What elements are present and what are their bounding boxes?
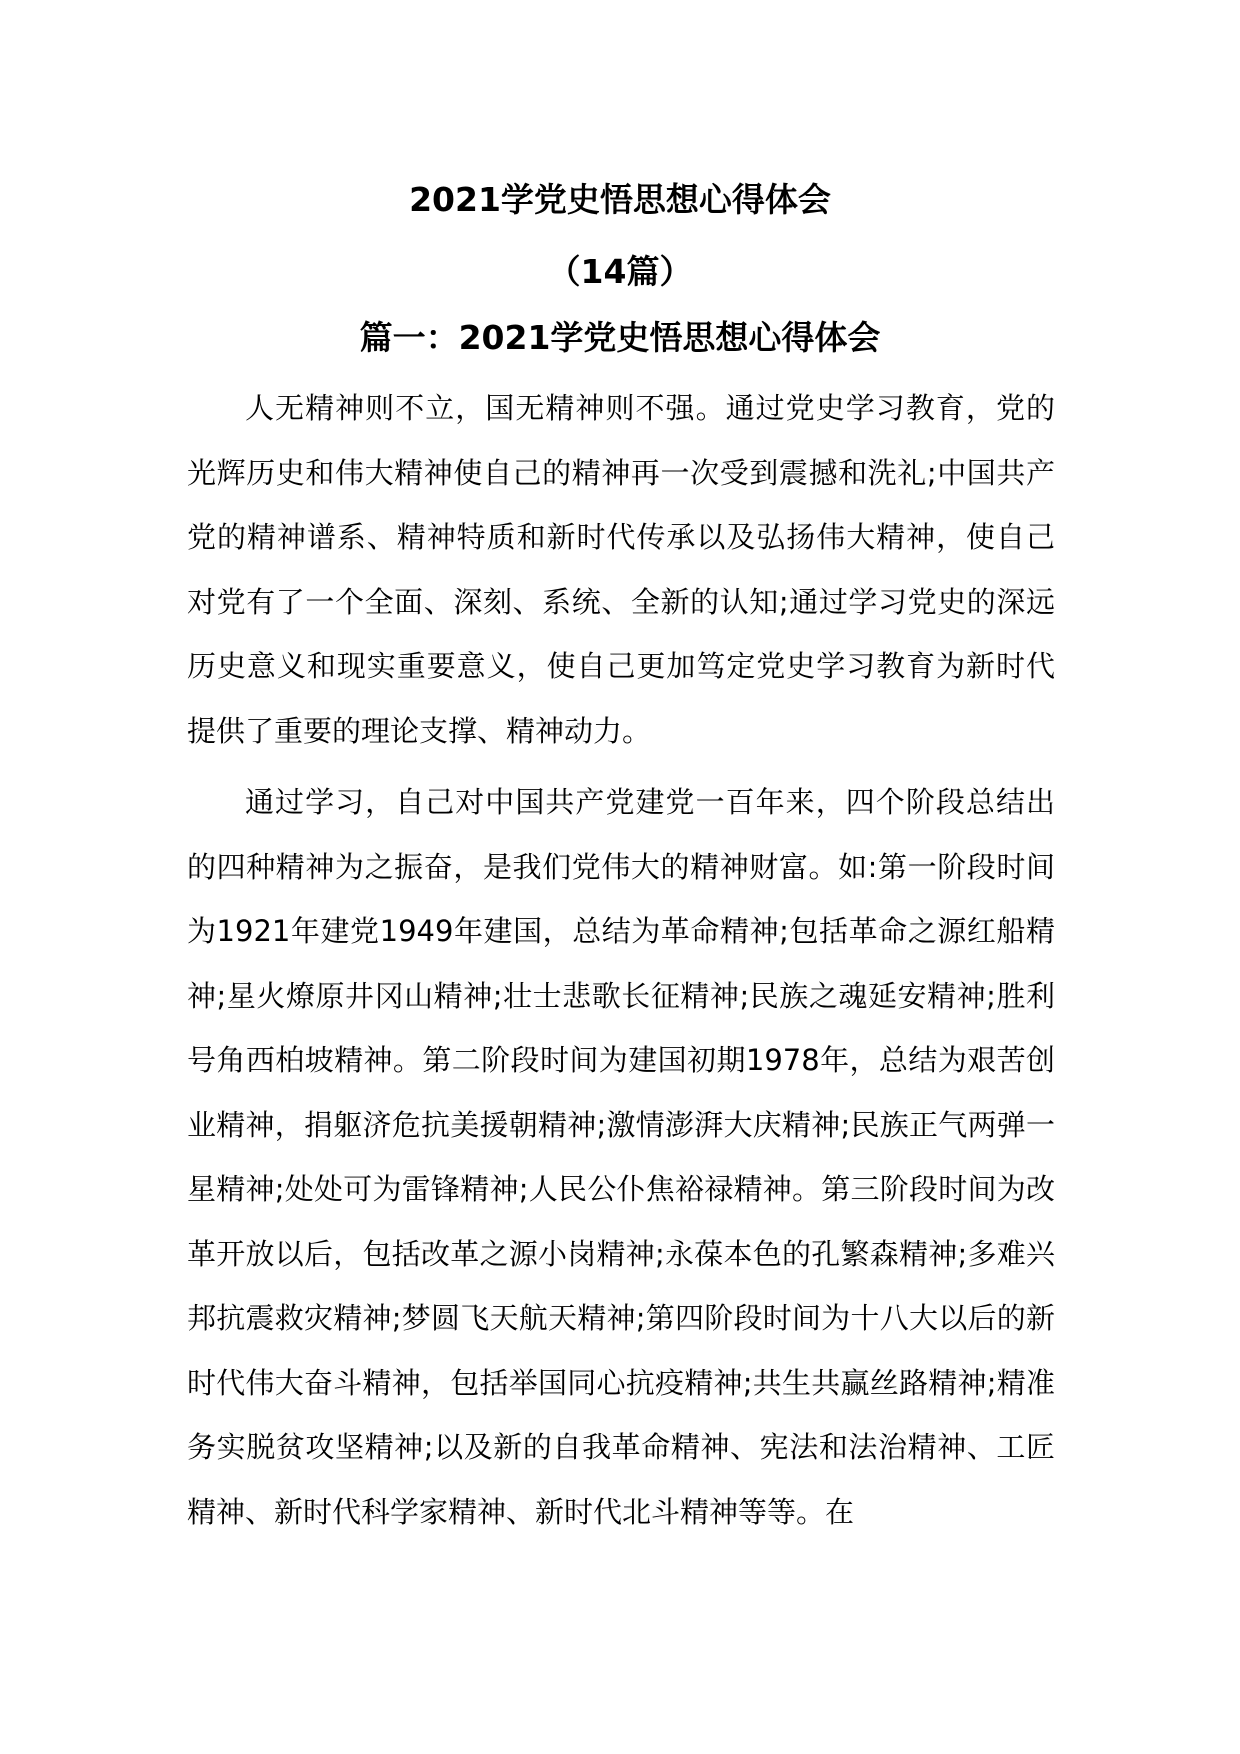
body-paragraph-2: 通过学习，自己对中国共产党建党一百年来，四个阶段总结出的四种精神为之振奋，是我们党伟大的精神财富。如:第一阶段时间为1921年建党1949年建国，总结为革命精神;包括革命之源红船精神;星火燎原井冈山精神;壮士悲歌长征精神;民族之魂延安精神;胜利号角西柏坡精神。第二阶段时间为建国初期1978年，总结为艰苦创业精神，捐躯济危抗美援朝精神;激情澎湃大庆精神;民族正气两弹一星精神;处处可为雷锋精神;人民公仆焦裕禄精神。第三阶段时间为改革开放以后，包括改革之源小岗精神;永葆本色的孔繁森精神;多难兴邦抗震救灾精神;梦圆飞天航天精神;第四阶段时间为十八大以后的新时代伟大奋斗精神，包括举国同心抗疫精神;共生共赢丝路精神;精准务实脱贫攻坚精神;以及新的自我革命精神、宪法和法治精神、工匠精神、新时代科学家精神、新时代北斗精神等等。在 [187, 785, 1055, 1529]
section-heading: 篇一：2021学党史悟思想心得体会 [359, 318, 881, 357]
body-paragraph-1: 人无精神则不立，国无精神则不强。通过党史学习教育，党的光辉历史和伟大精神使自己的精神再一次受到震撼和洗礼;中国共产党的精神谱系、精神特质和新时代传承以及弘扬伟大精神，使自己对党有了一个全面、深刻、系统、全新的认知;通过学习党史的深远历史意义和现实重要意义，使自己更加笃定党史学习教育为新时代提供了重要的理论支撑、精神动力。 [187, 391, 1055, 748]
document-title: 2021学党史悟思想心得体会 [409, 180, 831, 219]
document-subtitle: （14篇） [547, 252, 693, 291]
